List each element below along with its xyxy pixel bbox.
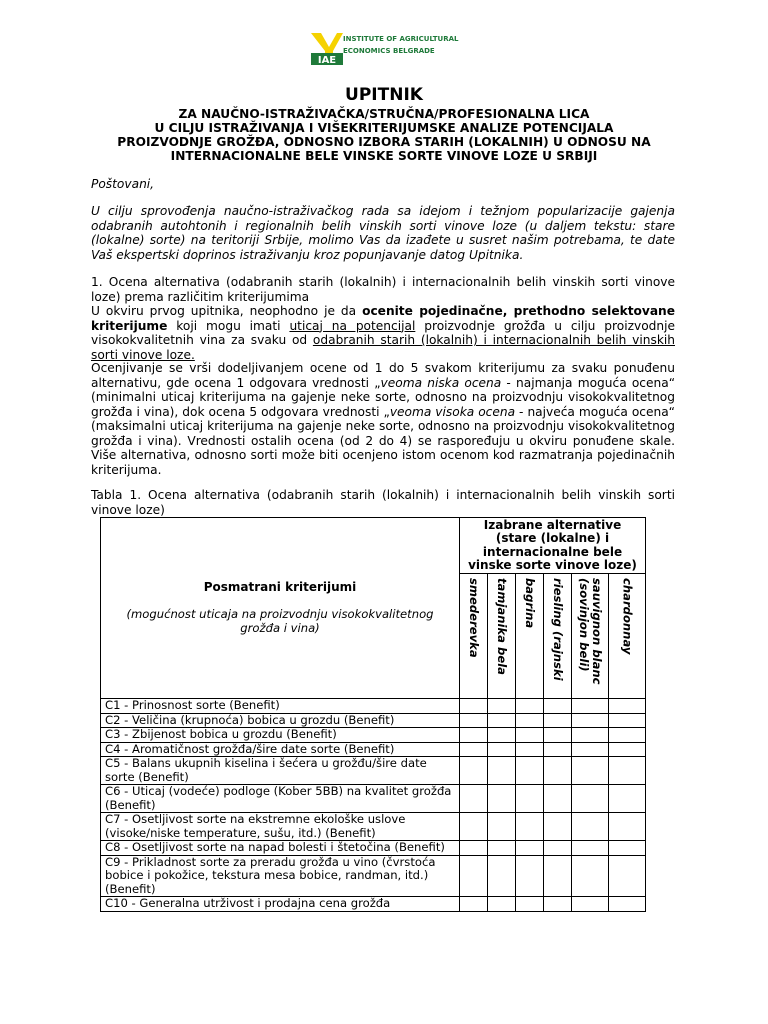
table-row — [101, 785, 646, 813]
iae-logo-icon — [311, 29, 343, 65]
criterion-label: C4 - Aromatičnost grožđa/šire date sorte (Benefit) — [101, 742, 460, 757]
rating-cell[interactable] — [544, 841, 572, 856]
table-row — [101, 742, 646, 757]
text-run-underline: odabranih starih (lokalnih) i internacionalnih belih vinskih sorti vinove loze. — [91, 333, 675, 362]
rating-cell[interactable] — [609, 813, 646, 841]
greeting: Poštovani, — [91, 177, 155, 191]
rating-cell[interactable] — [572, 728, 609, 743]
rating-cell[interactable] — [488, 742, 516, 757]
criterion-label: C9 - Prikladnost sorte za preradu grožđa u vino (čvrstoća bobice i pokožice, tekstura mesa bobice, randman, itd.) (Benefit) — [101, 855, 460, 897]
text-run-underline: uticaj na potencijal — [289, 318, 416, 333]
rating-cell[interactable] — [516, 728, 544, 743]
subtitle-line: INTERNACIONALNE BELE VINSKE SORTE VINOVE LOZE U SRBIJI — [170, 149, 598, 163]
rating-cell[interactable] — [488, 813, 516, 841]
rating-cell[interactable] — [516, 897, 544, 912]
text-run: - najmanja moguća ocena“ (minimalni uticaj kriterijuma na gajenje neke sorte, odnosno na proizvodnju visokokvalitetnog grožđa i vina), dok ocena 5 odgovara vrednosti „ — [91, 375, 676, 419]
rating-cell[interactable] — [488, 757, 516, 785]
criterion-label: C6 - Uticaj (vodeće) podloge (Kober 5BB) na kvalitet grožđa (Benefit) — [101, 785, 460, 813]
rating-cell[interactable] — [516, 813, 544, 841]
rating-cell[interactable] — [544, 813, 572, 841]
rating-cell[interactable] — [609, 897, 646, 912]
rating-cell[interactable] — [609, 742, 646, 757]
rating-cell[interactable] — [572, 699, 609, 714]
criteria-header-cell — [101, 518, 460, 699]
rating-cell[interactable] — [460, 841, 488, 856]
rating-cell[interactable] — [544, 728, 572, 743]
criteria-table — [100, 517, 646, 912]
rating-cell[interactable] — [516, 855, 544, 897]
logo-line-1: INSTITUTE OF AGRICULTURAL — [343, 35, 459, 43]
alternative-label: chardonnay — [620, 578, 635, 655]
table-row — [101, 813, 646, 841]
alternatives-header: Izabrane alternative (stare (lokalne) i internacionalne bele vinske sorte vinove loze) — [460, 518, 646, 574]
rating-cell[interactable] — [488, 785, 516, 813]
rating-cell[interactable] — [460, 699, 488, 714]
rating-cell[interactable] — [609, 757, 646, 785]
rating-cell[interactable] — [572, 742, 609, 757]
alternative-header-cell — [572, 574, 609, 699]
criterion-label: C3 - Zbijenost bobica u grozdu (Benefit) — [101, 728, 460, 743]
rating-cell[interactable] — [572, 841, 609, 856]
rating-cell[interactable] — [488, 897, 516, 912]
rating-cell[interactable] — [488, 713, 516, 728]
rating-cell[interactable] — [460, 897, 488, 912]
rating-cell[interactable] — [609, 713, 646, 728]
intro-paragraph: U cilju sprovođenja naučno-istraživačkog rada sa idejom i težnjom popularizacije gajenja odabranih autohtonih i regionalnih belih vinskih sorti vinove loze (u daljem tekstu: stare (lokalne) sorte) na teritoriji Srbije, molimo Vas da izađete u susret našim potrebama, te date Vaš ekspertski doprinos istraživanju kroz popunjavanje datog Upitnika. — [91, 204, 675, 262]
page-title: UPITNIK — [345, 85, 423, 105]
table-caption: Tabla 1. Ocena alternativa (odabranih starih (lokalnih) i internacionalnih belih vinskih sorti vinove loze) — [91, 488, 675, 517]
rating-cell[interactable] — [572, 785, 609, 813]
rating-cell[interactable] — [460, 813, 488, 841]
subtitle-line: ZA NAUČNO-ISTRAŽIVAČKA/STRUČNA/PROFESIONALNA LICA — [178, 107, 590, 121]
rating-cell[interactable] — [609, 855, 646, 897]
criterion-label: C10 - Generalna utrživost i prodajna cena grožđa — [101, 897, 460, 912]
text-run: U okviru prvog upitnika, neophodno je da — [91, 304, 363, 318]
rating-cell[interactable] — [609, 728, 646, 743]
rating-cell[interactable] — [460, 757, 488, 785]
table-row — [101, 728, 646, 743]
alternative-label: smederevka — [467, 578, 481, 658]
rating-cell[interactable] — [460, 855, 488, 897]
rating-cell[interactable] — [488, 699, 516, 714]
criteria-header: Posmatrani kriterijumi — [203, 579, 357, 594]
table-row — [101, 757, 646, 785]
alternative-label: riesling (rajnski — [551, 578, 565, 681]
criterion-label: C1 - Prinosnost sorte (Benefit) — [101, 699, 460, 714]
rating-cell[interactable] — [544, 742, 572, 757]
alternative-header-cell — [544, 574, 572, 699]
rating-cell[interactable] — [544, 757, 572, 785]
text-run: - najveća moguća ocena“ (maksimalni uticaj kriterijuma na gajenje neke sorte, odnosno na proizvodnju visokokvalitetnog grožđa i vina). Vrednosti ostalih ocena (od 2 do 4) se raspoređuju u okviru ponuđene skale. Više alternativa, odnosno sorti može biti ocenjeno istom ocenom kod razmatranja pojedinačnih kriterijuma. — [91, 404, 675, 477]
criterion-label: C2 - Veličina (krupnoća) bobica u grozdu (Benefit) — [101, 713, 460, 728]
alternative-label: bagrina — [523, 578, 537, 629]
table-row — [101, 855, 646, 897]
subtitle-line: U CILJU ISTRAŽIVANJA I VIŠEKRITERIJUMSKE ANALIZE POTENCIJALA — [154, 121, 614, 135]
rating-cell[interactable] — [609, 841, 646, 856]
rating-cell[interactable] — [516, 742, 544, 757]
text-run-italic: veoma niska ocena — [380, 375, 502, 390]
rating-cell[interactable] — [488, 728, 516, 743]
section-1-paragraph-1 — [91, 304, 675, 362]
section-1-paragraph-2 — [91, 361, 675, 477]
alternative-header-cell — [488, 574, 516, 699]
alternative-header-cell — [516, 574, 544, 699]
rating-cell[interactable] — [572, 757, 609, 785]
rating-cell[interactable] — [609, 699, 646, 714]
rating-cell[interactable] — [460, 785, 488, 813]
logo-line-2: ECONOMICS BELGRADE — [343, 47, 435, 55]
rating-cell[interactable] — [572, 897, 609, 912]
rating-cell[interactable] — [572, 813, 609, 841]
alternative-label: tamjanika bela — [495, 578, 509, 676]
text-run: proizvodnje grožđa u cilju proizvodnje visokokvalitetnih vina za svaku od — [91, 318, 676, 347]
table-row — [101, 699, 646, 714]
rating-cell[interactable] — [544, 897, 572, 912]
rating-cell[interactable] — [460, 728, 488, 743]
rating-cell[interactable] — [488, 841, 516, 856]
text-run-bold: ocenite pojedinačne, prethodno selektovane kriterijume — [91, 304, 675, 333]
text-run-italic: veoma visoka ocena — [389, 404, 516, 419]
table-row — [101, 841, 646, 856]
text-run: Ocenjivanje se vrši dodeljivanjem ocene od 1 do 5 svakom kriterijumu za svaku ponuđenu alternativu, gde ocena 1 odgovara vrednosti „ — [91, 361, 675, 390]
rating-cell[interactable] — [609, 785, 646, 813]
rating-cell[interactable] — [516, 699, 544, 714]
rating-cell[interactable] — [544, 699, 572, 714]
rating-cell[interactable] — [460, 742, 488, 757]
logo-mark: IAE — [317, 55, 337, 65]
rating-cell[interactable] — [516, 785, 544, 813]
rating-cell[interactable] — [544, 785, 572, 813]
institute-logo — [311, 29, 461, 65]
rating-cell[interactable] — [460, 713, 488, 728]
text-run: koji mogu imati — [167, 318, 290, 333]
section-1-heading: 1. Ocena alternativa (odabranih starih (lokalnih) i internacionalnih belih vinskih sorti vinove loze) prema različitim kriterijumima — [91, 275, 675, 304]
criterion-label: C7 - Osetljivost sorte na ekstremne ekološke uslove (visoke/niske temperature, sušu, itd.) (Benefit) — [101, 813, 460, 841]
rating-cell[interactable] — [544, 855, 572, 897]
rating-cell[interactable] — [572, 713, 609, 728]
rating-cell[interactable] — [488, 855, 516, 897]
rating-cell[interactable] — [516, 841, 544, 856]
criteria-note: (mogućnost uticaja na proizvodnju visokokvalitetnog grožđa i vina) — [126, 607, 434, 635]
rating-cell[interactable] — [516, 757, 544, 785]
alternative-header-cell — [460, 574, 488, 699]
subtitle-line: PROIZVODNJE GROŽĐA, ODNOSNO IZBORA STARIH (LOKALNIH) U ODNOSU NA — [117, 135, 651, 149]
table-row — [101, 897, 646, 912]
rating-cell[interactable] — [516, 713, 544, 728]
criterion-label: C5 - Balans ukupnih kiselina i šećera u grožđu/šire date sorte (Benefit) — [101, 757, 460, 785]
rating-cell[interactable] — [572, 855, 609, 897]
rating-cell[interactable] — [544, 713, 572, 728]
alternative-label: sauvignon blanc (sovinjon beli) — [577, 578, 604, 685]
criterion-label: C8 - Osetljivost sorte na napad bolesti i štetočina (Benefit) — [101, 841, 460, 856]
table-row — [101, 713, 646, 728]
page-subtitle — [0, 107, 768, 163]
alternative-header-cell — [609, 574, 646, 699]
logo-text — [343, 33, 459, 57]
